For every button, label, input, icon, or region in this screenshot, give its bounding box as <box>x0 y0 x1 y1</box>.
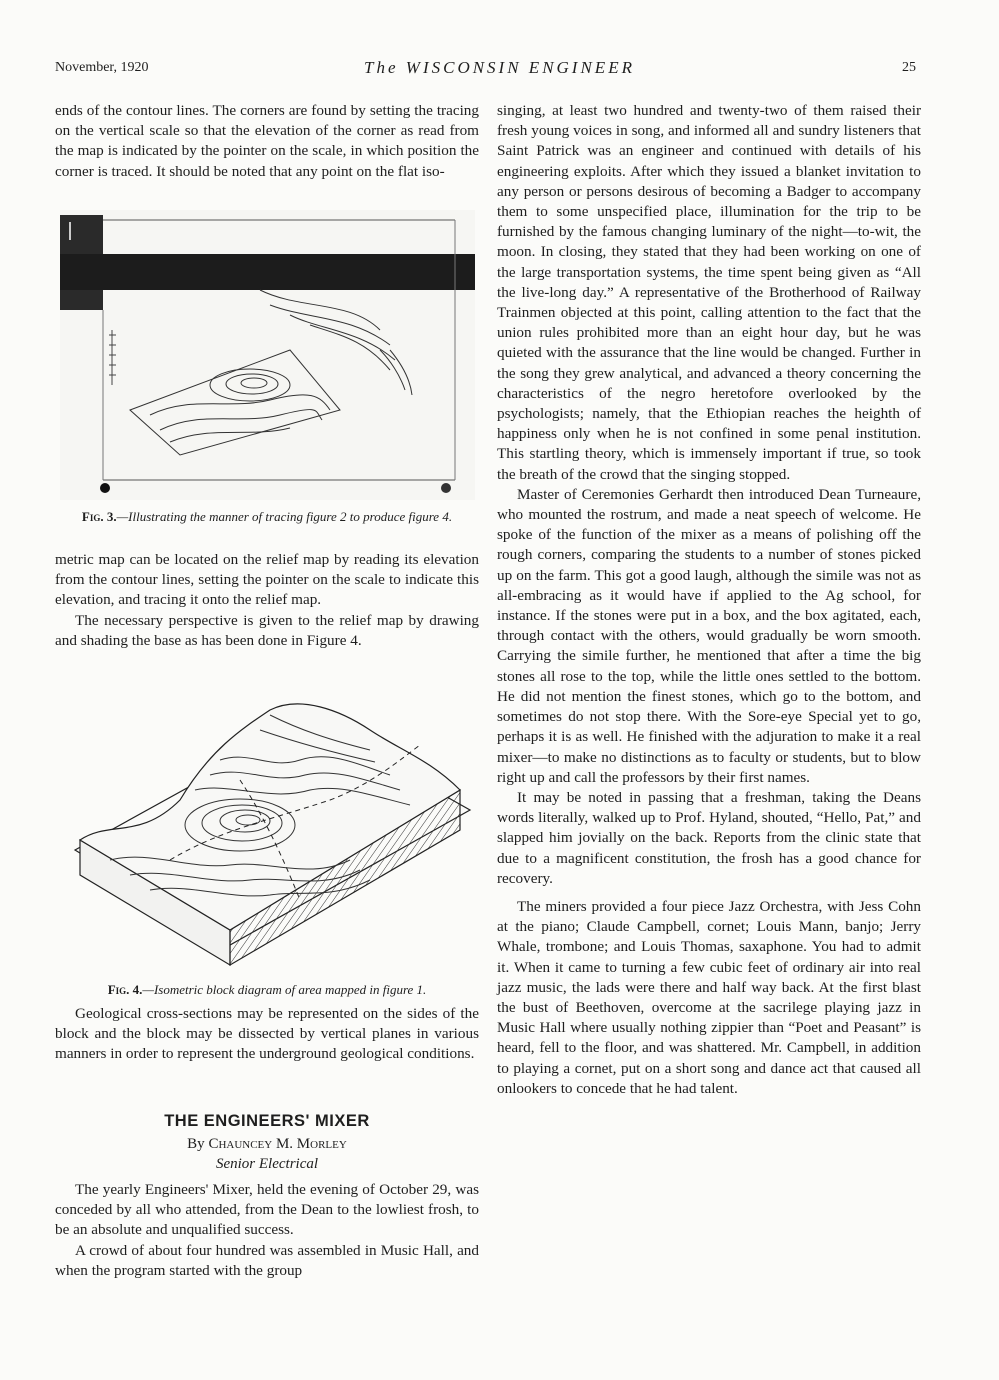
figure-3-caption-text: —Illustrating the manner of tracing figure 2 to produce figure 4. <box>116 509 453 524</box>
figure-3-label: Fig. 3. <box>81 509 117 524</box>
author-name: Chauncey M. Morley <box>208 1136 347 1152</box>
left-paragraph-5: The yearly Engineers' Mixer, held the evening of October 29, was conceded by all who attended, from the Dean to the lowliest frosh, to be an absolute and unqualified success. <box>55 1181 479 1239</box>
figure-4-label: Fig. 4. <box>107 982 143 997</box>
author-position: Senior Electrical <box>215 1156 319 1172</box>
figure-4-caption-text: —Isometric block diagram of area mapped in figure 1. <box>142 982 427 997</box>
right-column <box>497 101 921 1099</box>
journal-title: The WISCONSIN ENGINEER <box>364 58 635 77</box>
t-square-blade <box>60 254 475 290</box>
left-paragraph-4-block <box>55 1004 479 1065</box>
figure-3-caption <box>55 509 479 525</box>
article-title: THE ENGINEERS' MIXER <box>164 1112 370 1130</box>
right-paragraph-2: Master of Ceremonies Gerhardt then introduced Dean Turneaure, who mounted the rostrum, and made a neat speech of welcome. He spoke of the function of the mixer as a means of polishing off the rough corners, comparing the students to a number of stones picked up on the farm. This got a good laugh, although the simile was not as all-embracing as it would have if applied to the Ag school, for instance. If the stones were put in a box, and the box agitated, each, through contact with the others, would gradually be worn smooth. Carrying the simile further, he mentioned that after a time the big stones all rose to the top, while the little ones settled to the bottom. He did not mention the finest stones, which go to the bottom, and sometimes do not stop there. With the Sore-eye Special yet to go, perhaps it is as well. He finished with the adjuration to make it a real mixer—to make no distinctions as to faculty or students, but to blow right up and call the professors by their first names. <box>497 485 921 786</box>
figure-4-isometric-block <box>70 690 475 970</box>
left-paragraph-2: metric map can be located on the relief map by reading its elevation from the contour lines, setting the pointer on the scale to indicate this elevation, and tracing it onto the relief map. <box>55 551 479 609</box>
right-paragraph-3: It may be noted in passing that a freshman, taking the Deans words literally, walked up to Prof. Hyland, shouted, “Hello, Pat,” and slapped him jovially on the back. Reports from the clinic state that due to a magnificent constitution, the frosh has a good chance for recovery. <box>497 788 921 887</box>
left-middle-block <box>55 550 479 651</box>
pushpin-right <box>441 483 451 493</box>
figure-3-tracing-illustration <box>60 210 475 500</box>
left-paragraph-6: A crowd of about four hundred was assembled in Music Hall, and when the program started with the group <box>55 1241 479 1279</box>
right-paragraph-4: The miners provided a four piece Jazz Orchestra, with Jess Cohn at the piano; Claude Campbell, cornet; Louis Mann, banjo; Jerry Whale, trombone; and Louis Thomas, saxaphone. You had to admit it. When it came to turning a few cubic feet of ordinary air into real jazz music, the lads were there and half way back. At the first blast the bust of Beethoven, overcome at the sacrilege playing jazz in Music Hall where usually nothing zippier than “Poet and Peasant” is heard, fell to the floor, and was shattered. Mr. Campbell, in addition to playing a cornet, put on a short song and dance act that caused all onlookers to concede that he had talent. <box>497 897 921 1097</box>
left-article-start <box>55 1180 479 1281</box>
byline-by: By <box>187 1136 205 1152</box>
page-number: 25 <box>902 60 916 75</box>
figure-4-caption <box>55 982 479 998</box>
left-paragraph-1-block <box>55 101 479 182</box>
left-paragraph-4: Geological cross-sections may be represented on the sides of the block and the block may be dissected by vertical planes in various manners in order to represent the underground geological conditions. <box>55 1005 479 1063</box>
pushpin-left <box>100 483 110 493</box>
left-paragraph-1: ends of the contour lines. The corners are found by setting the tracing on the vertical scale so that the elevation of the corner as read from the map is indicated by the pointer on the scale, in which position the corner is traced. It should be noted that any point on the flat iso- <box>55 102 479 180</box>
byline <box>55 1136 479 1153</box>
right-paragraph-1: singing, at least two hundred and twenty-two of them raised their fresh young voices in song, and informed all and sundry listeners that Saint Patrick was an engineer and continued with details of his engineering exploits. After which they issued a blanket invitation to any person or persons desirous of becoming a Badger to accompany them to some unspecified place, illumination for the trip to be furnished by the famous changing luminary of the night—to-wit, the moon. In closing, they stated that they had been working on one of the large transportation systems, the time spent being given as “All the live-long day.” A representative of the Brotherhood of Railway Trainmen objected at this point, calling attention to the fact that the union rules prohibited more than an eight hour day, but he was quieted with the assurance that the line would be changed. Further in the song they grew analytical, and advanced a theory concerning the characteristics of the negro heretofore overlooked by the psychologists; namely, that the Ethiopian reaches the heighth of happiness only when he is not confined in some penal institution. This startling theory, which is immensely important if true, so took the breath of the crowd that the singing stopped. <box>497 102 921 483</box>
left-paragraph-3: The necessary perspective is given to the relief map by drawing and shading the base as has been done in Figure 4. <box>55 611 479 649</box>
header-date: November, 1920 <box>55 60 149 75</box>
